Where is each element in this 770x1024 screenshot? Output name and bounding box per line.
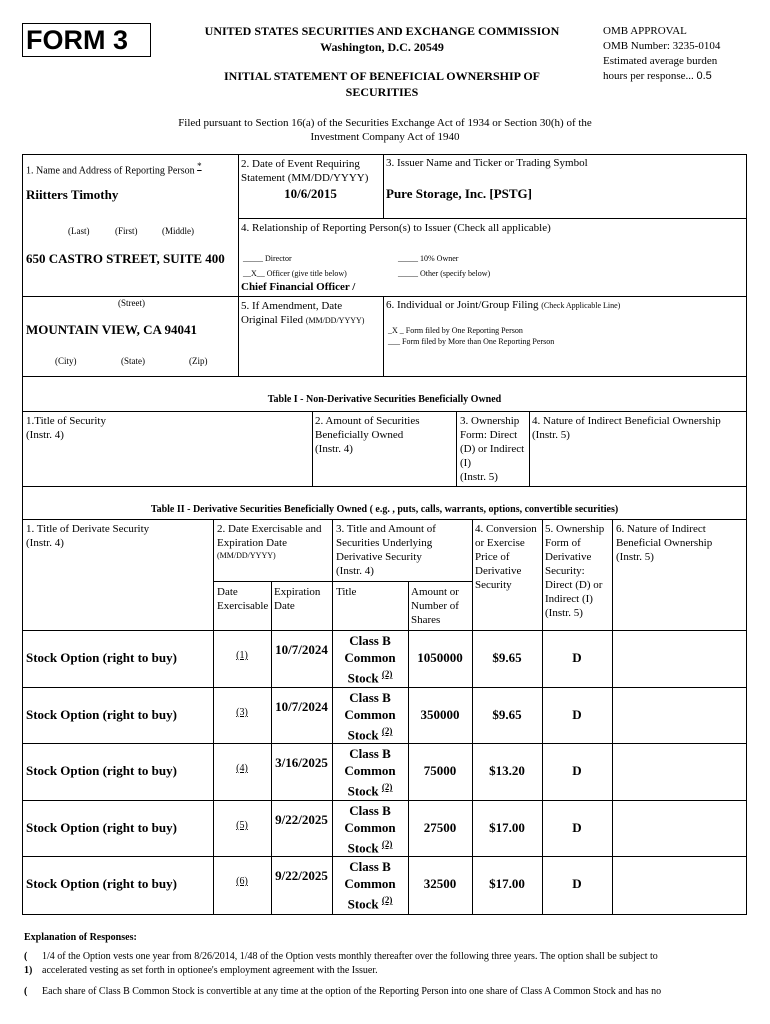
box1-footnote-ref[interactable]: * xyxy=(197,161,202,171)
table1-col4-header: 4. Nature of Indirect Beneficial Ownership (Instr. 5) xyxy=(532,415,721,441)
explanation-heading: Explanation of Responses: xyxy=(24,932,137,943)
underlying-shares: 1050000 xyxy=(417,650,463,665)
security-footnote-link[interactable]: (2) xyxy=(381,726,393,736)
exercisable-footnote-link[interactable]: (5) xyxy=(236,820,248,831)
name-first-label: (First) xyxy=(115,226,138,236)
exercise-price: $9.65 xyxy=(492,650,522,665)
city-state-zip: MOUNTAIN VIEW, CA 94041 xyxy=(26,322,197,337)
table2-col3a-header: Title xyxy=(336,586,357,598)
event-date: 10/6/2015 xyxy=(284,186,337,201)
table2-col1-header: 1. Title of Derivate Security (Instr. 4) xyxy=(26,523,150,549)
expiration-date: 3/16/2025 xyxy=(275,755,328,770)
table-row: Stock Option (right to buy) xyxy=(26,820,177,835)
table1-col1-header: 1.Title of Security (Instr. 4) xyxy=(26,415,106,441)
underlying-shares: 32500 xyxy=(423,876,457,891)
omb-burden-line2: hours per response... xyxy=(603,70,694,82)
omb-approval-label: OMB APPROVAL xyxy=(603,25,687,37)
underlying-security-title: Class B Common Stock $^{(2)}$ xyxy=(344,633,396,686)
exercise-price: $17.00 xyxy=(489,876,525,891)
table-row: Stock Option (right to buy) xyxy=(26,876,177,891)
footnote-1-text: 1/4 of the Option vests one year from 8/26/2014, 1/48 of the Option vests monthly thereafter over the following three years. The option shall be subject to accelerated vesting as set forth in optionee's employment agreement with the Issuer. xyxy=(42,951,658,976)
expiration-date: 10/7/2024 xyxy=(275,699,328,714)
table-row: Stock Option (right to buy) xyxy=(26,707,177,722)
underlying-shares: 27500 xyxy=(423,820,457,835)
table2-col6-header: 6. Nature of Indirect Beneficial Ownership (Instr. 5) xyxy=(616,523,713,563)
form-title-line2: SECURITIES xyxy=(345,85,419,99)
exercisable-footnote-link[interactable]: (3) xyxy=(236,707,248,718)
table2-title: Table II - Derivative Securities Beneficially Owned ( e.g. , puts, calls, warrants, options, convertible securities) xyxy=(150,504,619,515)
table1-title: Table I - Non-Derivative Securities Beneficially Owned xyxy=(267,394,502,405)
box2-label: 2. Date of Event Requiring Statement (MM/DD/YYYY) xyxy=(241,158,369,184)
ownership-form: D xyxy=(572,763,582,778)
omb-approval xyxy=(603,24,720,84)
ownership-form: D xyxy=(572,650,582,665)
underlying-security-title: Class B Common Stock $^{(2)}$ xyxy=(344,859,396,912)
expiration-date: 9/22/2025 xyxy=(275,868,328,883)
issuer-name: Pure Storage, Inc. [PSTG] xyxy=(386,186,532,201)
ownership-form: D xyxy=(572,876,582,891)
omb-burden-line1: Estimated average burden xyxy=(603,55,718,67)
exercise-price: $13.20 xyxy=(489,763,525,778)
street-address: 650 CASTRO STREET, SUITE 400 xyxy=(26,251,225,266)
expiration-date: 10/7/2024 xyxy=(275,642,328,657)
box1-label: 1. Name and Address of Reporting Person * xyxy=(26,161,202,177)
box4-label: 4. Relationship of Reporting Person(s) to Issuer (Check all applicable) xyxy=(241,222,551,234)
security-footnote-link[interactable]: (2) xyxy=(381,839,393,849)
table2-col2a-header: Date Exercisable xyxy=(217,586,269,612)
filing-one-person[interactable]: _X _ Form filed by One Reporting Person xyxy=(388,326,523,335)
reporting-person-name: Riitters Timothy xyxy=(26,187,119,202)
underlying-security-title: Class B Common Stock $^{(2)}$ xyxy=(344,746,396,799)
name-middle-label: (Middle) xyxy=(162,226,194,236)
exercise-price: $17.00 xyxy=(489,820,525,835)
table2-col3b-header: Amount or Number of Shares xyxy=(411,586,459,626)
agency-location: Washington, D.C. 20549 xyxy=(320,40,444,54)
footnote-1-marker: ( 1) xyxy=(24,951,33,976)
ownership-form: D xyxy=(572,820,582,835)
security-footnote-link[interactable]: (2) xyxy=(381,895,393,905)
state-label: (State) xyxy=(121,356,145,366)
underlying-security-title: Class B Common Stock $^{(2)}$ xyxy=(344,803,396,856)
footnote-2-marker: ( xyxy=(24,986,28,997)
expiration-date: 9/22/2025 xyxy=(275,812,328,827)
footnote-2-text: Each share of Class B Common Stock is convertible at any time at the option of the Reporting Person into one share of Class A Common Stock and has no xyxy=(42,986,662,997)
officer-title: Chief Financial Officer / xyxy=(241,281,356,293)
exercisable-footnote-link[interactable]: (1) xyxy=(236,650,248,661)
filed-pursuant-line1: Filed pursuant to Section 16(a) of the Securities Exchange Act of 1934 or Section 30(h) of the xyxy=(178,117,592,129)
table1-col2-header: 2. Amount of Securities Beneficially Owned (Instr. 4) xyxy=(315,415,420,455)
city-label: (City) xyxy=(55,356,77,366)
street-label: (Street) xyxy=(118,298,145,308)
filing-more-persons[interactable]: ___ Form filed by More than One Reporting Person xyxy=(388,337,555,346)
ownership-form: D xyxy=(572,707,582,722)
table2-col2b-header: Expiration Date xyxy=(274,586,321,612)
form-name: FORM 3 xyxy=(26,25,129,55)
filed-pursuant-line2: Investment Company Act of 1940 xyxy=(310,131,460,143)
exercisable-footnote-link[interactable]: (4) xyxy=(236,763,248,774)
omb-burden-value: 0.5 xyxy=(696,70,712,82)
box3-label: 3. Issuer Name and Ticker or Trading Symbol xyxy=(386,157,588,169)
relationship-officer[interactable]: __X__ Officer (give title below) xyxy=(243,269,347,278)
table2-col2-header: 2. Date Exercisable and Expiration Date (MM/DD/YYYY) xyxy=(217,523,322,560)
table2-col5-header: 5. Ownership Form of Derivative Security: Direct (D) or Indirect (I) (Instr. 5) xyxy=(545,523,605,619)
table2-col3-header: 3. Title and Amount of Securities Underlying Derivative Security (Instr. 4) xyxy=(336,523,436,577)
name-last-label: (Last) xyxy=(68,226,90,236)
underlying-shares: 350000 xyxy=(420,707,460,722)
zip-label: (Zip) xyxy=(189,356,208,366)
omb-number: OMB Number: 3235-0104 xyxy=(603,40,721,52)
exercise-price: $9.65 xyxy=(492,707,522,722)
table1-col3-header: 3. Ownership Form: Direct (D) or Indirect (I) (Instr. 5) xyxy=(460,415,525,483)
box5-label: 5. If Amendment, Date Original Filed (MM/DD/YYYY) xyxy=(241,300,365,326)
security-footnote-link[interactable]: (2) xyxy=(381,782,393,792)
relationship-ten-percent[interactable]: _____ 10% Owner xyxy=(398,254,459,263)
box6-label: 6. Individual or Joint/Group Filing (Check Applicable Line) xyxy=(386,299,621,311)
table2-col4-header: 4. Conversion or Exercise Price of Derivative Security xyxy=(475,523,537,591)
exercisable-footnote-link[interactable]: (6) xyxy=(236,876,248,887)
form-title-line1: INITIAL STATEMENT OF BENEFICIAL OWNERSHIP OF xyxy=(224,69,540,83)
relationship-other[interactable]: _____ Other (specify below) xyxy=(398,269,491,278)
agency-name: UNITED STATES SECURITIES AND EXCHANGE COMMISSION xyxy=(204,24,560,38)
relationship-director[interactable]: _____ Director xyxy=(243,254,292,263)
table-row: Stock Option (right to buy) xyxy=(26,763,177,778)
table-row: Stock Option (right to buy) xyxy=(26,650,177,665)
security-footnote-link[interactable]: (2) xyxy=(381,669,393,679)
underlying-security-title: Class B Common Stock $^{(2)}$ xyxy=(344,690,396,743)
underlying-shares: 75000 xyxy=(423,763,457,778)
